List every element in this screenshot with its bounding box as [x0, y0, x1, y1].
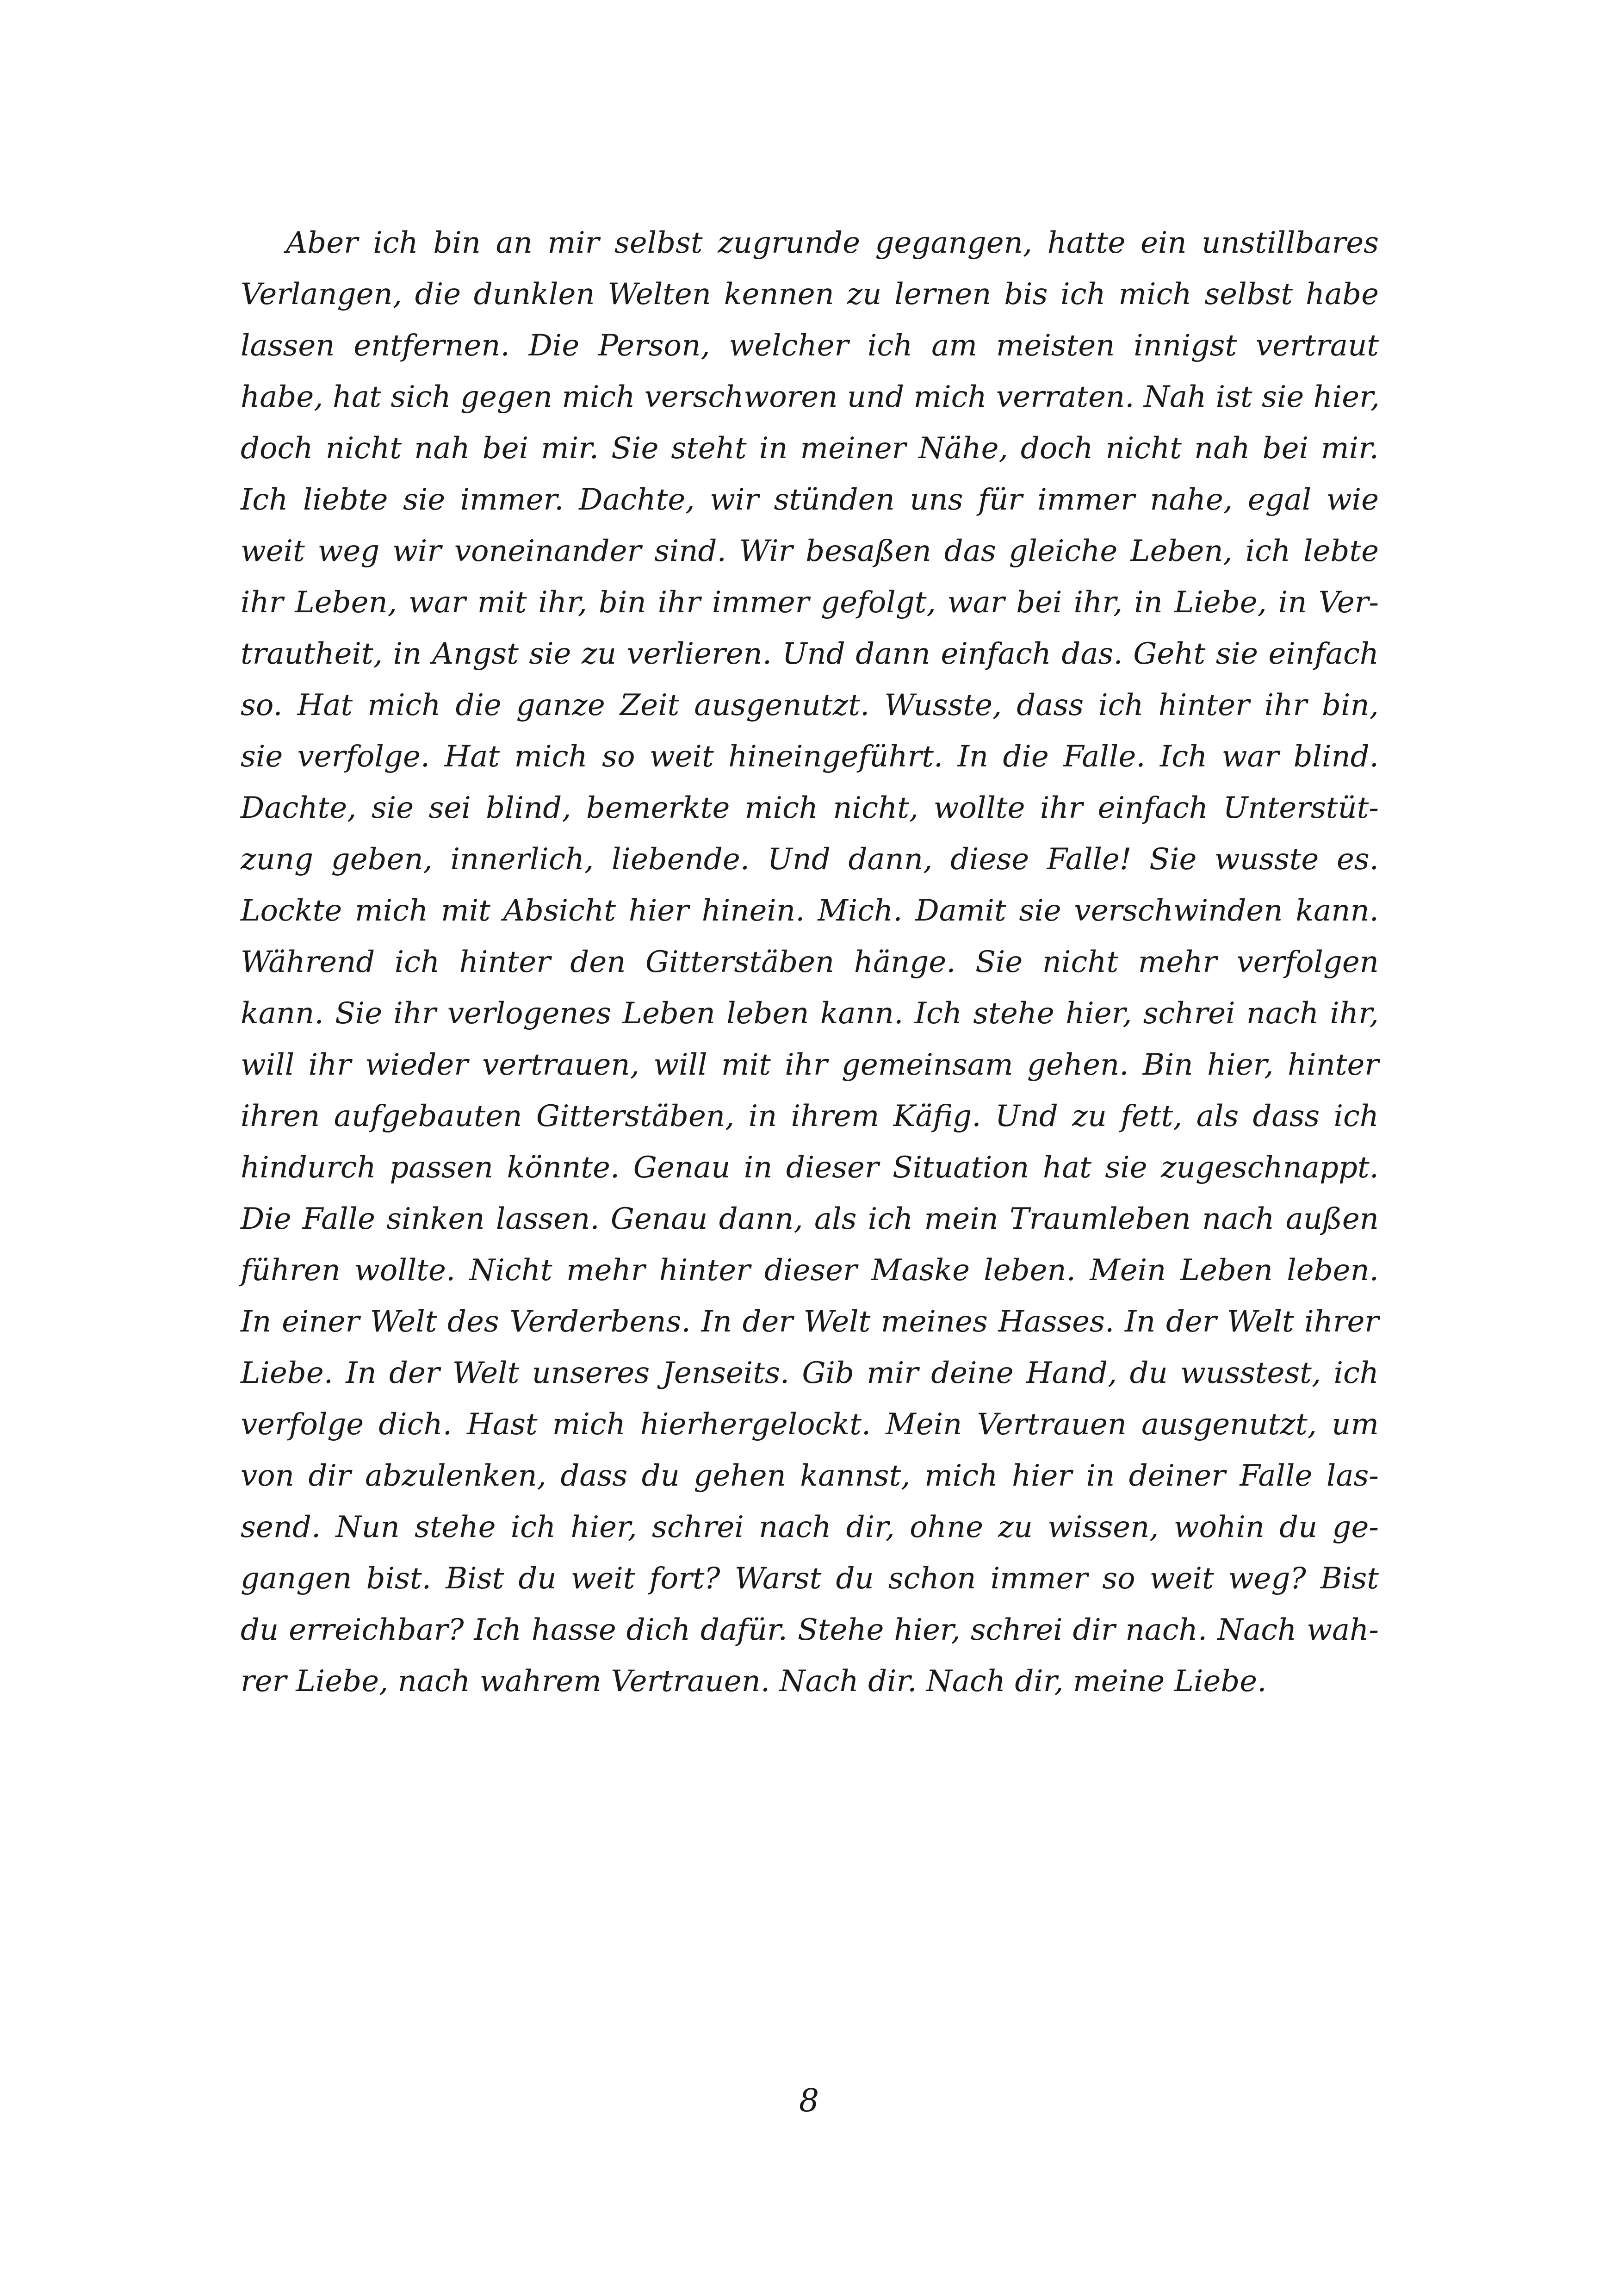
- text-line: ihr Leben, war mit ihr, bin ihr immer gefolgt, war bei ihr, in Liebe, in Ver-: [241, 585, 1379, 620]
- text-line: gangen bist. Bist du weit fort? Warst du schon immer so weit weg? Bist: [241, 1562, 1379, 1596]
- text-line: weit weg wir voneinander sind. Wir besaßen das gleiche Leben, ich lebte: [241, 534, 1379, 568]
- text-line: will ihr wieder vertrauen, will mit ihr gemeinsam gehen. Bin hier, hinter: [241, 1048, 1379, 1082]
- text-line: du erreichbar? Ich hasse dich dafür. Stehe hier, schrei dir nach. Nach wah-: [241, 1613, 1379, 1647]
- text-line: doch nicht nah bei mir. Sie steht in meiner Nähe, doch nicht nah bei mir.: [241, 431, 1379, 466]
- body-paragraph: [241, 218, 1379, 1707]
- text-line: Ich liebte sie immer. Dachte, wir stünden uns für immer nahe, egal wie: [241, 483, 1379, 517]
- text-line: Die Falle sinken lassen. Genau dann, als ich mein Traumleben nach außen: [241, 1202, 1379, 1236]
- text-line: lassen entfernen. Die Person, welcher ich am meisten innigst vertraut: [241, 329, 1379, 363]
- text-line: hindurch passen könnte. Genau in dieser Situation hat sie zugeschnappt.: [241, 1151, 1379, 1185]
- text-line: führen wollte. Nicht mehr hinter dieser Maske leben. Mein Leben leben.: [241, 1253, 1379, 1288]
- text-line: so. Hat mich die ganze Zeit ausgenutzt. Wusste, dass ich hinter ihr bin,: [241, 688, 1379, 722]
- text-line: sie verfolge. Hat mich so weit hineingeführt. In die Falle. Ich war blind.: [241, 740, 1379, 774]
- text-line: verfolge dich. Hast mich hierhergelockt. Mein Vertrauen ausgenutzt, um: [241, 1407, 1379, 1442]
- text-line: Lockte mich mit Absicht hier hinein. Mich. Damit sie verschwinden kann.: [241, 894, 1379, 928]
- text-line: trautheit, in Angst sie zu verlieren. Und dann einfach das. Geht sie einfach: [241, 637, 1379, 671]
- text-line: zung geben, innerlich, liebende. Und dann, diese Falle! Sie wusste es.: [241, 842, 1379, 877]
- text-line: Aber ich bin an mir selbst zugrunde gegangen, hatte ein unstillbares: [286, 226, 1379, 260]
- text-line: habe, hat sich gegen mich verschworen und mich verraten. Nah ist sie hier,: [241, 380, 1380, 414]
- text-line: In einer Welt des Verderbens. In der Welt meines Hasses. In der Welt ihrer: [241, 1305, 1379, 1339]
- text-line: send. Nun stehe ich hier, schrei nach dir, ohne zu wissen, wohin du ge-: [241, 1510, 1379, 1544]
- page-number: 8: [799, 2083, 819, 2119]
- text-line: Verlangen, die dunklen Welten kennen zu lernen bis ich mich selbst habe: [241, 277, 1379, 311]
- text-line: rer Liebe, nach wahrem Vertrauen. Nach dir. Nach dir, meine Liebe.: [241, 1664, 1267, 1699]
- text-line: Dachte, sie sei blind, bemerkte mich nicht, wollte ihr einfach Unterstüt-: [241, 791, 1379, 825]
- text-line: kann. Sie ihr verlogenes Leben leben kann. Ich stehe hier, schrei nach ihr,: [241, 996, 1379, 1031]
- text-line: ihren aufgebauten Gitterstäben, in ihrem Käfig. Und zu fett, als dass ich: [241, 1099, 1379, 1133]
- text-line: von dir abzulenken, dass du gehen kannst, mich hier in deiner Falle las-: [241, 1459, 1379, 1493]
- text-line: Während ich hinter den Gitterstäben hänge. Sie nicht mehr verfolgen: [241, 945, 1379, 979]
- text-line: Liebe. In der Welt unseres Jenseits. Gib mir deine Hand, du wusstest, ich: [241, 1356, 1379, 1390]
